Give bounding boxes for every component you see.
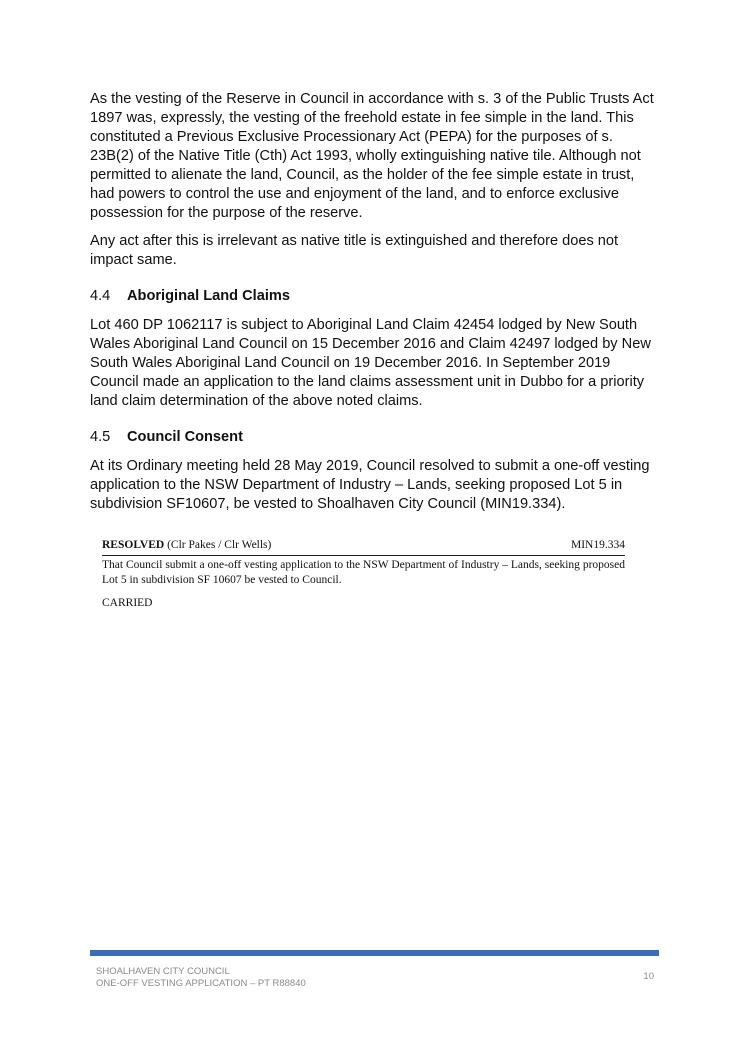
section-number: 4.4 [90,288,111,304]
page-number: 10 [643,971,654,982]
native-title-paragraph: As the vesting of the Reserve in Council in accordance with s. 3 of the Public Trusts Act 1897 was, expressly, the vesting of the freehold estate in fee simple in the land. This constituted a Previous Exclusive Processionary Act (PEPA) for the purposes of s. 23B(2) of the Native Title (Cth) Act 1993, wholly extinguishing native tile. Although not permitted to alienate the land, Council, as the holder of the fee simple estate in trust, had powers to control the use and enjoyment of the land, and to enforce exclusive possession for the purpose of the reserve. [90,91,654,221]
subsequent-acts-paragraph: Any act after this is irrelevant as native title is extinguished and therefore does not impact same. [90,233,619,268]
council-resolution-box [102,538,625,611]
section-title: Council Consent [127,429,243,445]
footer-divider-bar [90,950,659,956]
aboriginal-land-claims-paragraph: Lot 460 DP 1062117 is subject to Aboriginal Land Claim 42454 lodged by New South Wales Aboriginal Land Council on 15 December 2016 and Claim 42497 lodged by New South Wales Aboriginal Land Council on 19 December 2016. In September 2019 Council made an application to the land claims assessment unit in Dubbo for a priority land claim determination of the above noted claims. [90,317,651,409]
section-4-5-heading [90,428,660,447]
resolution-mover-line [102,538,271,554]
resolution-text: That Council submit a one-off vesting application to the NSW Department of Industry – Lands, seeking proposed Lot 5 in subdivision SF 10607 be vested to Council. [102,558,625,586]
page-content [90,90,660,611]
footer-organisation: SHOALHAVEN CITY COUNCIL [96,966,230,977]
minute-number: MIN19.334 [571,539,625,551]
resolution-movers: (Clr Pakes / Clr Wells) [167,539,272,551]
footer-document-title: ONE-OFF VESTING APPLICATION – PT R88840 [96,977,306,989]
resolved-label: RESOLVED [102,539,165,551]
page-footer [96,966,654,989]
section-title: Aboriginal Land Claims [127,288,290,304]
section-4-4-heading [90,287,660,306]
resolution-outcome: CARRIED [102,596,153,609]
resolution-header [102,538,625,556]
section-number: 4.5 [90,429,111,445]
council-consent-paragraph: At its Ordinary meeting held 28 May 2019, Council resolved to submit a one-off vesting application to the NSW Department of Industry – Lands, seeking proposed Lot 5 in subdivision SF10607, be vested to Shoalhaven City Council (MIN19.334). [90,458,650,512]
